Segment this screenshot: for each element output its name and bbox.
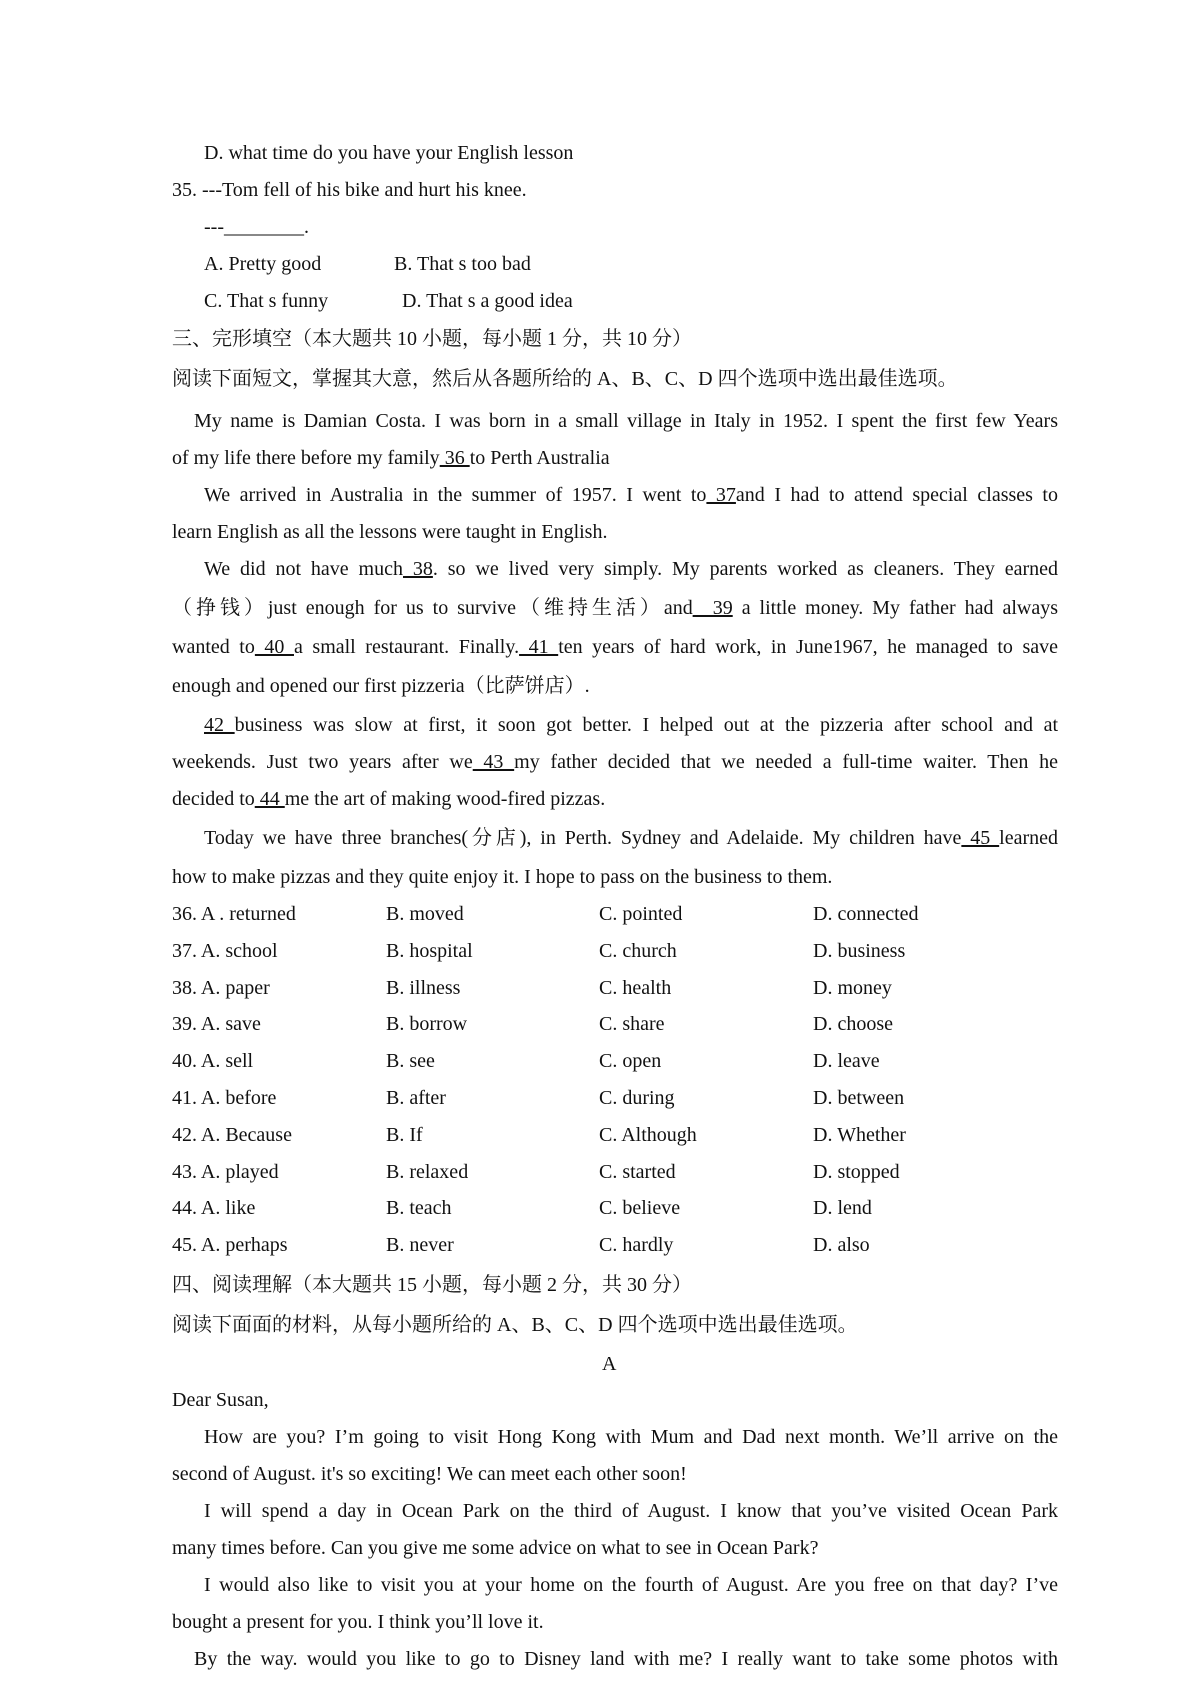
- cloze-option: D. stopped: [813, 1161, 900, 1183]
- cloze-option: C. open: [599, 1050, 662, 1072]
- part-label: A: [602, 1353, 617, 1375]
- q34-option-d: D. what time do you have your English lesson: [204, 142, 574, 164]
- cloze-option: B. teach: [386, 1197, 452, 1219]
- cloze-option: C. church: [599, 940, 677, 962]
- blank-40: 40: [254, 636, 294, 658]
- passage-p4-line1: 42 business was slow at first, it soon got better. I helped out at the pizzeria after school and at: [204, 714, 1059, 736]
- blank-38: 38: [403, 558, 433, 580]
- passage-p2-line1: We arrived in Australia in the summer of 1957. I went to 37and I had to attend special classes to: [204, 484, 1058, 506]
- cloze-option: B. hospital: [386, 940, 473, 962]
- blank-44: 44: [254, 788, 285, 810]
- blank-45: 45: [961, 827, 1000, 849]
- cloze-option: 43. A. played: [172, 1161, 279, 1183]
- cloze-option: C. started: [599, 1161, 676, 1183]
- q35-option-d: D. That s a good idea: [402, 290, 573, 312]
- letter-p2-line2: many times before. Can you give me some advice on what to see in Ocean Park?: [172, 1537, 819, 1559]
- passage-p3-line2: （挣钱）just enough for us to survive（维持生活）and__39 a little money. My father had always: [172, 597, 1059, 619]
- cloze-option: 39. A. save: [172, 1013, 261, 1035]
- blank-39: __39: [692, 597, 733, 619]
- cloze-option: D. business: [813, 940, 906, 962]
- cloze-option: B. illness: [386, 977, 461, 999]
- cloze-option: B. moved: [386, 903, 464, 925]
- blank-43: 43: [472, 751, 515, 773]
- cloze-option: B. If: [386, 1124, 423, 1146]
- cloze-option: D. also: [813, 1234, 870, 1256]
- passage-p1-line2: of my life there before my family 36 to Perth Australia: [172, 447, 610, 469]
- cloze-option: C. Although: [599, 1124, 697, 1146]
- letter-p1-line1: How are you? I’m going to visit Hong Kong with Mum and Dad next month. We’ll arrive on the: [204, 1426, 1058, 1448]
- cloze-option: 36. A . returned: [172, 903, 296, 925]
- cloze-option: B. see: [386, 1050, 435, 1072]
- q35-question: 35. ---Tom fell of his bike and hurt his knee.: [172, 179, 527, 201]
- letter-p4-line1: By the way. would you like to go to Disney land with me? I really want to take some photos with: [194, 1648, 1058, 1670]
- cloze-option: C. hardly: [599, 1234, 674, 1256]
- passage-p3-line3: wanted to 40 a small restaurant. Finally. 41 ten years of hard work, in June1967, he managed to save: [172, 636, 1059, 658]
- blank-37: 37: [706, 484, 736, 506]
- cloze-option: 41. A. before: [172, 1087, 277, 1109]
- passage-p4-line3: decided to 44 me the art of making wood-fired pizzas.: [172, 788, 606, 810]
- passage-p2-line2: learn English as all the lessons were taught in English.: [172, 521, 608, 543]
- cloze-option: C. believe: [599, 1197, 681, 1219]
- letter-p3-line1: I would also like to visit you at your home on the fourth of August. Are you free on that day? I’ve: [204, 1574, 1058, 1596]
- letter-p2-line1: I will spend a day in Ocean Park on the third of August. I know that you’ve visited Ocean Park: [204, 1500, 1058, 1522]
- letter-salutation: Dear Susan,: [172, 1389, 269, 1411]
- cloze-option: 45. A. perhaps: [172, 1234, 288, 1256]
- q35-option-a: A. Pretty good: [204, 253, 322, 275]
- section4-title: 四、阅读理解（本大题共 15 小题，每小题 2 分，共 30 分）: [172, 1274, 692, 1296]
- cloze-option: D. connected: [813, 903, 919, 925]
- cloze-option: C. pointed: [599, 903, 683, 925]
- cloze-option: B. relaxed: [386, 1161, 469, 1183]
- passage-p3-line1: We did not have much 38. so we lived very simply. My parents worked as cleaners. They earned: [204, 558, 1059, 580]
- blank-41: 41: [519, 636, 559, 658]
- blank-42: 42: [204, 714, 235, 736]
- letter-p3-line2: bought a present for you. I think you’ll love it.: [172, 1611, 544, 1633]
- passage-p3-line4: enough and opened our first pizzeria（比萨饼店）.: [172, 675, 590, 697]
- cloze-option: D. choose: [813, 1013, 893, 1035]
- section3-instruction: 阅读下面短文，掌握其大意，然后从各题所给的 A、B、C、D 四个选项中选出最佳选项。: [172, 368, 958, 390]
- q35-option-c: C. That s funny: [204, 290, 329, 312]
- cloze-option: 40. A. sell: [172, 1050, 254, 1072]
- q35-answer-blank: ---________.: [204, 216, 309, 238]
- passage-p4-line2: weekends. Just two years after we 43 my father decided that we needed a full-time waiter. Then he: [172, 751, 1058, 773]
- blank-36: 36: [439, 447, 470, 469]
- letter-p1-line2: second of August. it's so exciting! We can meet each other soon!: [172, 1463, 687, 1485]
- cloze-option: D. leave: [813, 1050, 880, 1072]
- cloze-option: D. money: [813, 977, 892, 999]
- cloze-option: C. health: [599, 977, 672, 999]
- passage-p5-line1: Today we have three branches(分店), in Perth. Sydney and Adelaide. My children have 45 learned: [204, 827, 1059, 849]
- section4-instruction: 阅读下面面的材料，从每小题所给的 A、B、C、D 四个选项中选出最佳选项。: [172, 1314, 858, 1336]
- cloze-option: B. borrow: [386, 1013, 468, 1035]
- cloze-option: C. during: [599, 1087, 675, 1109]
- cloze-option: B. after: [386, 1087, 446, 1109]
- cloze-option: 42. A. Because: [172, 1124, 292, 1146]
- cloze-option: C. share: [599, 1013, 665, 1035]
- cloze-option: 37. A. school: [172, 940, 278, 962]
- passage-p5-line2: how to make pizzas and they quite enjoy it. I hope to pass on the business to them.: [172, 866, 833, 888]
- cloze-option: D. between: [813, 1087, 905, 1109]
- q35-option-b: B. That s too bad: [394, 253, 531, 275]
- cloze-option: B. never: [386, 1234, 454, 1256]
- passage-p1-line1: My name is Damian Costa. I was born in a small village in Italy in 1952. I spent the first few Years: [194, 410, 1058, 432]
- cloze-option: D. Whether: [813, 1124, 906, 1146]
- section3-title: 三、完形填空（本大题共 10 小题，每小题 1 分，共 10 分）: [172, 328, 692, 350]
- cloze-option: D. lend: [813, 1197, 872, 1219]
- cloze-option: 44. A. like: [172, 1197, 256, 1219]
- cloze-option: 38. A. paper: [172, 977, 270, 999]
